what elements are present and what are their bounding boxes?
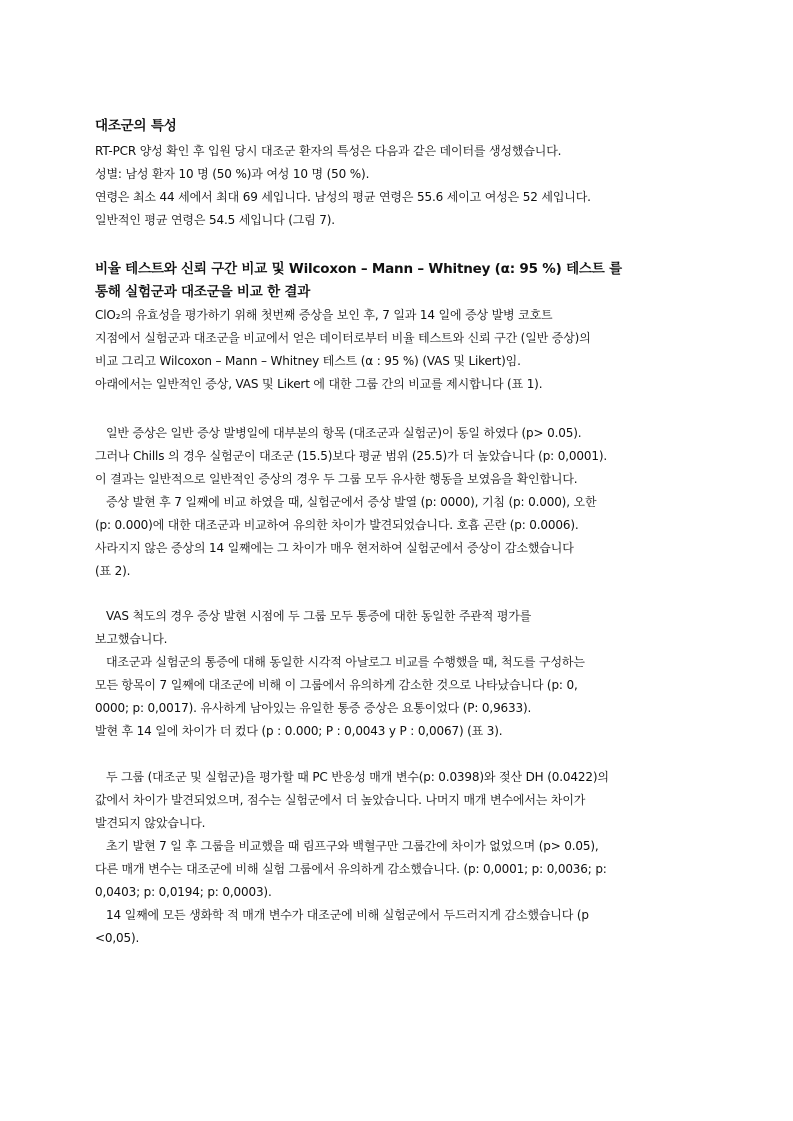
body-line: 연령은 최소 44 세에서 최대 69 세입니다. 남성의 평균 연령은 55.6 세이고 여성은 52 세입니다. [95,190,591,204]
body-line: 보고했습니다. [95,632,168,646]
body-line: 0,0403; p: 0,0194; p: 0,0003). [95,885,272,899]
body-line: 이 결과는 일반적으로 일반적인 증상의 경우 두 그룹 모두 유사한 행동을 보였음을 확인합니다. [95,472,578,486]
body-line: 발현 후 14 일에 차이가 더 컸다 (p : 0.000; P : 0,0043 y P : 0,0067) (표 3). [95,724,503,738]
section-title-comparison: 비율 테스트와 신뢰 구간 비교 및 Wilcoxon – Mann – Whitney (α: 95 %) 테스트 를 [95,261,622,277]
body-line: 초기 발현 7 일 후 그룹을 비교했을 때 림프구와 백혈구만 그룹간에 차이가 없었으며 (p> 0.05), [95,839,599,853]
body-line: 사라지지 않은 증상의 14 일째에는 그 차이가 매우 현저하여 실험군에서 증상이 감소했습니다 [95,541,574,555]
body-line: <0,05). [95,931,140,945]
body-line: (표 2). [95,564,131,578]
body-line: VAS 척도의 경우 증상 발현 시점에 두 그룹 모두 통증에 대한 동일한 주관적 평가를 [95,609,532,623]
body-line: 일반적인 평균 연령은 54.5 세입니다 (그림 7). [95,213,335,227]
body-line: 증상 발현 후 7 일째에 비교 하였을 때, 실험군에서 증상 발열 (p: 0000), 기침 (p: 0.000), 오한 [95,495,597,509]
body-line: 14 일째에 모든 생화학 적 매개 변수가 대조군에 비해 실험군에서 두드러지게 감소했습니다 (p [95,908,589,922]
body-line: 다른 매개 변수는 대조군에 비해 실험 그룹에서 유의하게 감소했습니다. (p: 0,0001; p: 0,0036; p: [95,862,607,876]
body-line: 비교 그리고 Wilcoxon – Mann – Whitney 테스트 (α : 95 %) (VAS 및 Likert)임. [95,354,521,368]
body-line: 성별: 남성 환자 10 명 (50 %)과 여성 10 명 (50 %). [95,167,370,181]
body-line: 두 그룹 (대조군 및 실험군)을 평가할 때 PC 반응성 매개 변수(p: 0.0398)와 젖산 DH (0.0422)의 [95,770,609,784]
body-line: RT-PCR 양성 확인 후 입원 당시 대조군 환자의 특성은 다음과 같은 데이터를 생성했습니다. [95,144,562,158]
section-title-control-group: 대조군의 특성 [95,118,177,134]
body-line: 아래에서는 일반적인 증상, VAS 및 Likert 에 대한 그룹 간의 비교를 제시합니다 (표 1). [95,377,543,391]
body-line: 대조군과 실험군의 통증에 대해 동일한 시각적 아날로그 비교를 수행했을 때, 척도를 구성하는 [95,655,585,669]
section-title-comparison-cont: 통해 실험군과 대조군을 비교 한 결과 [95,284,311,300]
body-line: 모든 항목이 7 일째에 대조군에 비해 이 그룹에서 유의하게 감소한 것으로 나타났습니다 (p: 0, [95,678,578,692]
body-line: 발견되지 않았습니다. [95,816,206,830]
body-line: 0000; p: 0,0017). 유사하게 남아있는 유일한 통증 증상은 요통이었다 (P: 0,9633). [95,701,532,715]
body-line: 일반 증상은 일반 증상 발병일에 대부분의 항목 (대조군과 실험군)이 동일 하였다 (p> 0.05). [95,426,582,440]
body-line: 지점에서 실험군과 대조군을 비교에서 얻은 데이터로부터 비율 테스트와 신뢰 구간 (일반 증상)의 [95,331,591,345]
body-line: 값에서 차이가 발견되었으며, 점수는 실험군에서 더 높았습니다. 나머지 매개 변수에서는 차이가 [95,793,586,807]
body-line: ClO₂의 유효성을 평가하기 위해 첫번째 증상을 보인 후, 7 일과 14 일에 증상 발병 코호트 [95,308,553,322]
body-line: (p: 0.000)에 대한 대조군과 비교하여 유의한 차이가 발견되었습니다. 호흡 곤란 (p: 0.0006). [95,518,579,532]
body-line: 그러나 Chills 의 경우 실험군이 대조군 (15.5)보다 평균 범위 (25.5)가 더 높았습니다 (p: 0,0001). [95,449,608,463]
